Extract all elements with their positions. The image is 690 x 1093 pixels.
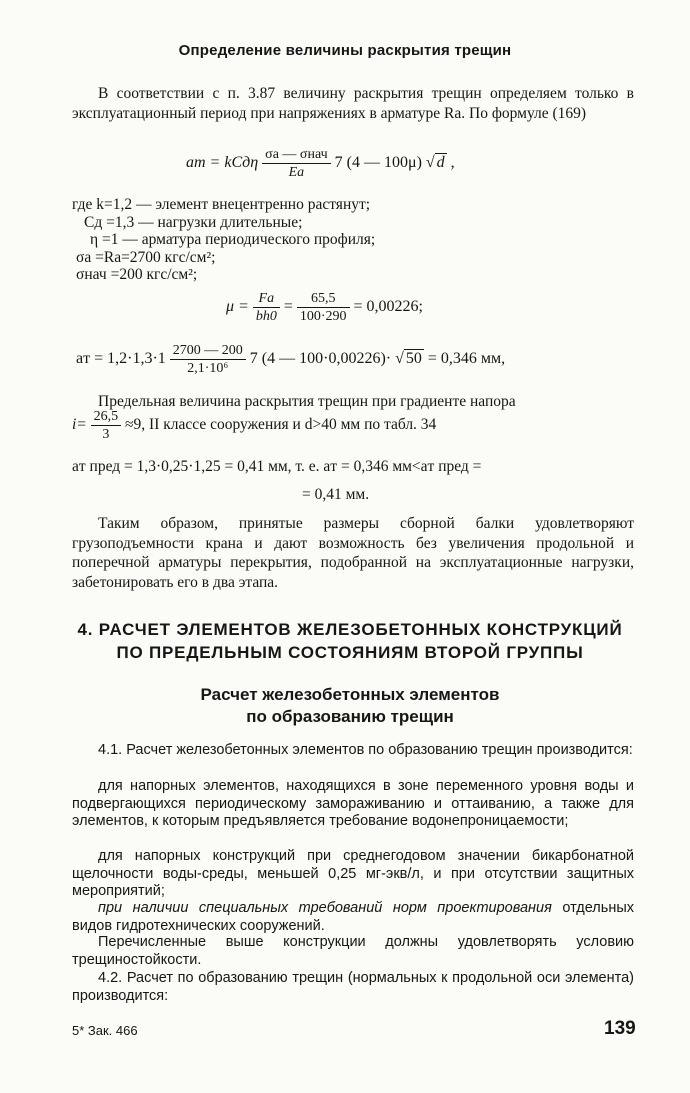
page-number: 139 xyxy=(604,1018,636,1039)
at-fraction xyxy=(170,342,246,377)
at-radicand: 50 xyxy=(405,350,422,368)
section-title-line-1: 4. РАСЧЕТ ЭЛЕМЕНТОВ ЖЕЛЕЗОБЕТОННЫХ КОНСТРУКЦИЙ xyxy=(77,620,623,639)
subsection-title xyxy=(60,684,640,728)
formula-limit-line-2: = 0,41 мм. xyxy=(302,486,370,503)
definition-sigma-a: σa =Ra=2700 кгс/см²; xyxy=(76,248,216,266)
gradient-fraction xyxy=(91,408,122,443)
printer-signature: 5* Зак. 466 xyxy=(72,1023,138,1038)
definition-k: где k=1,2 — элемент внецентренно растянут; xyxy=(72,196,371,213)
formula-numerator: σa — σнач xyxy=(262,146,331,164)
at-tail: 7 (4 — 100·0,00226)· xyxy=(249,350,392,368)
clause-4-1-item-3-rest: отдельных видов гидротехнических сооружений. xyxy=(72,900,635,934)
definition-cd: Cд =1,3 — нагрузки длительные; xyxy=(84,213,303,231)
gradient-numerator: 26,5 xyxy=(91,408,122,426)
mu-fraction-2 xyxy=(297,290,350,325)
clause-4-1-item-3-italic: при наличии специальных требований норм проектирования xyxy=(98,900,552,916)
running-head: Определение величины раскрытия трещин xyxy=(178,42,512,59)
intro-paragraph: В соответствии с п. 3.87 величину раскрытия трещин определяем только в эксплуатационный период при напряжениях в арматуре Ra. По формуле (169) xyxy=(72,85,634,122)
subsection-title-line-1: Расчет железобетонных элементов xyxy=(200,685,500,704)
section-title xyxy=(60,618,640,664)
mu-numerator-2: 65,5 xyxy=(297,290,350,308)
formula-tail: 7 (4 — 100μ) xyxy=(334,154,422,172)
mu-lhs: μ = xyxy=(226,298,249,316)
definition-sigma-nach: σнач =200 кгс/см²; xyxy=(76,266,198,283)
at-result: = 0,346 мм, xyxy=(427,350,506,368)
mu-denominator-2: 100·290 xyxy=(299,309,347,324)
clause-4-2: 4.2. Расчет по образованию трещин (нормальных к продольной оси элемента) производится: xyxy=(72,970,634,1004)
gradient-rest: ≈9, II классе сооружения и d>40 мм по табл. 34 xyxy=(125,416,437,434)
formula-fraction xyxy=(262,146,331,181)
at-lhs: aт = 1,2·1,3·1 xyxy=(76,350,166,368)
section-title-line-2: ПО ПРЕДЕЛЬНЫМ СОСТОЯНИЯМ ВТОРОЙ ГРУППЫ xyxy=(116,643,584,662)
formula-sqrt: √ d xyxy=(425,154,445,172)
gradient-lhs: i= xyxy=(72,416,87,434)
formula-mu xyxy=(226,290,423,325)
limit-gradient-line xyxy=(72,408,436,443)
mu-fraction-1 xyxy=(253,290,280,325)
clause-4-1-intro: 4.1. Расчет железобетонных элементов по образованию трещин производится: xyxy=(98,742,633,758)
mu-denominator-1: bh0 xyxy=(255,309,277,324)
formula-limit-line-1: aт пред = 1,3·0,25·1,25 = 0,41 мм, т. е. aт = 0,346 мм<aт пред = xyxy=(72,458,482,475)
formula-radicand: d xyxy=(436,154,445,172)
limit-paragraph: Предельная величина раскрытия трещин при градиенте напора xyxy=(98,393,516,410)
at-numerator: 2700 — 200 xyxy=(170,342,246,360)
definition-eta: η =1 — арматура периодического профиля; xyxy=(90,231,376,248)
formula-denominator: Ea xyxy=(288,165,305,180)
formula-at-numeric xyxy=(76,342,505,377)
formula-comma: , xyxy=(450,154,455,172)
subsection-title-line-2: по образованию трещин xyxy=(246,707,454,726)
mu-numerator-1: Fa xyxy=(253,290,280,308)
formula-lhs: aт = kCдη xyxy=(186,154,259,172)
formula-crack-width xyxy=(186,146,455,181)
at-denominator: 2,1·10⁶ xyxy=(187,361,229,376)
conclusion-paragraph: Таким образом, принятые размеры сборной балки удовлетворяют грузоподъемности крана и дают возможность без увеличения продольной и поперечной арматуры перекрытия, подобранной на эксплуатационные нагрузки, забетонировать его в два этапа. xyxy=(72,515,634,591)
clause-4-1-item-3 xyxy=(72,900,634,935)
gradient-denominator: 3 xyxy=(102,427,110,442)
clause-4-1-item-2: для напорных конструкций при среднегодовом значении бикарбонатной щелочности воды-среды, меньшей 0,25 мг-экв/л, и при отсутствии защитных мероприятий; xyxy=(72,848,634,899)
mu-eq: = xyxy=(283,298,293,316)
at-sqrt: √ 50 xyxy=(395,350,422,368)
mu-result: = 0,00226; xyxy=(353,298,423,316)
clause-4-1-closing: Перечисленные выше конструкции должны удовлетворять условию трещиностойкости. xyxy=(72,934,634,968)
clause-4-1-item-1: для напорных элементов, находящихся в зоне переменного уровня воды и подвергающихся периодическому замораживанию и оттаиванию, а также для элементов, к которым предъявляется требование водонепроницаемости; xyxy=(72,778,634,829)
definitions-list xyxy=(72,196,512,284)
